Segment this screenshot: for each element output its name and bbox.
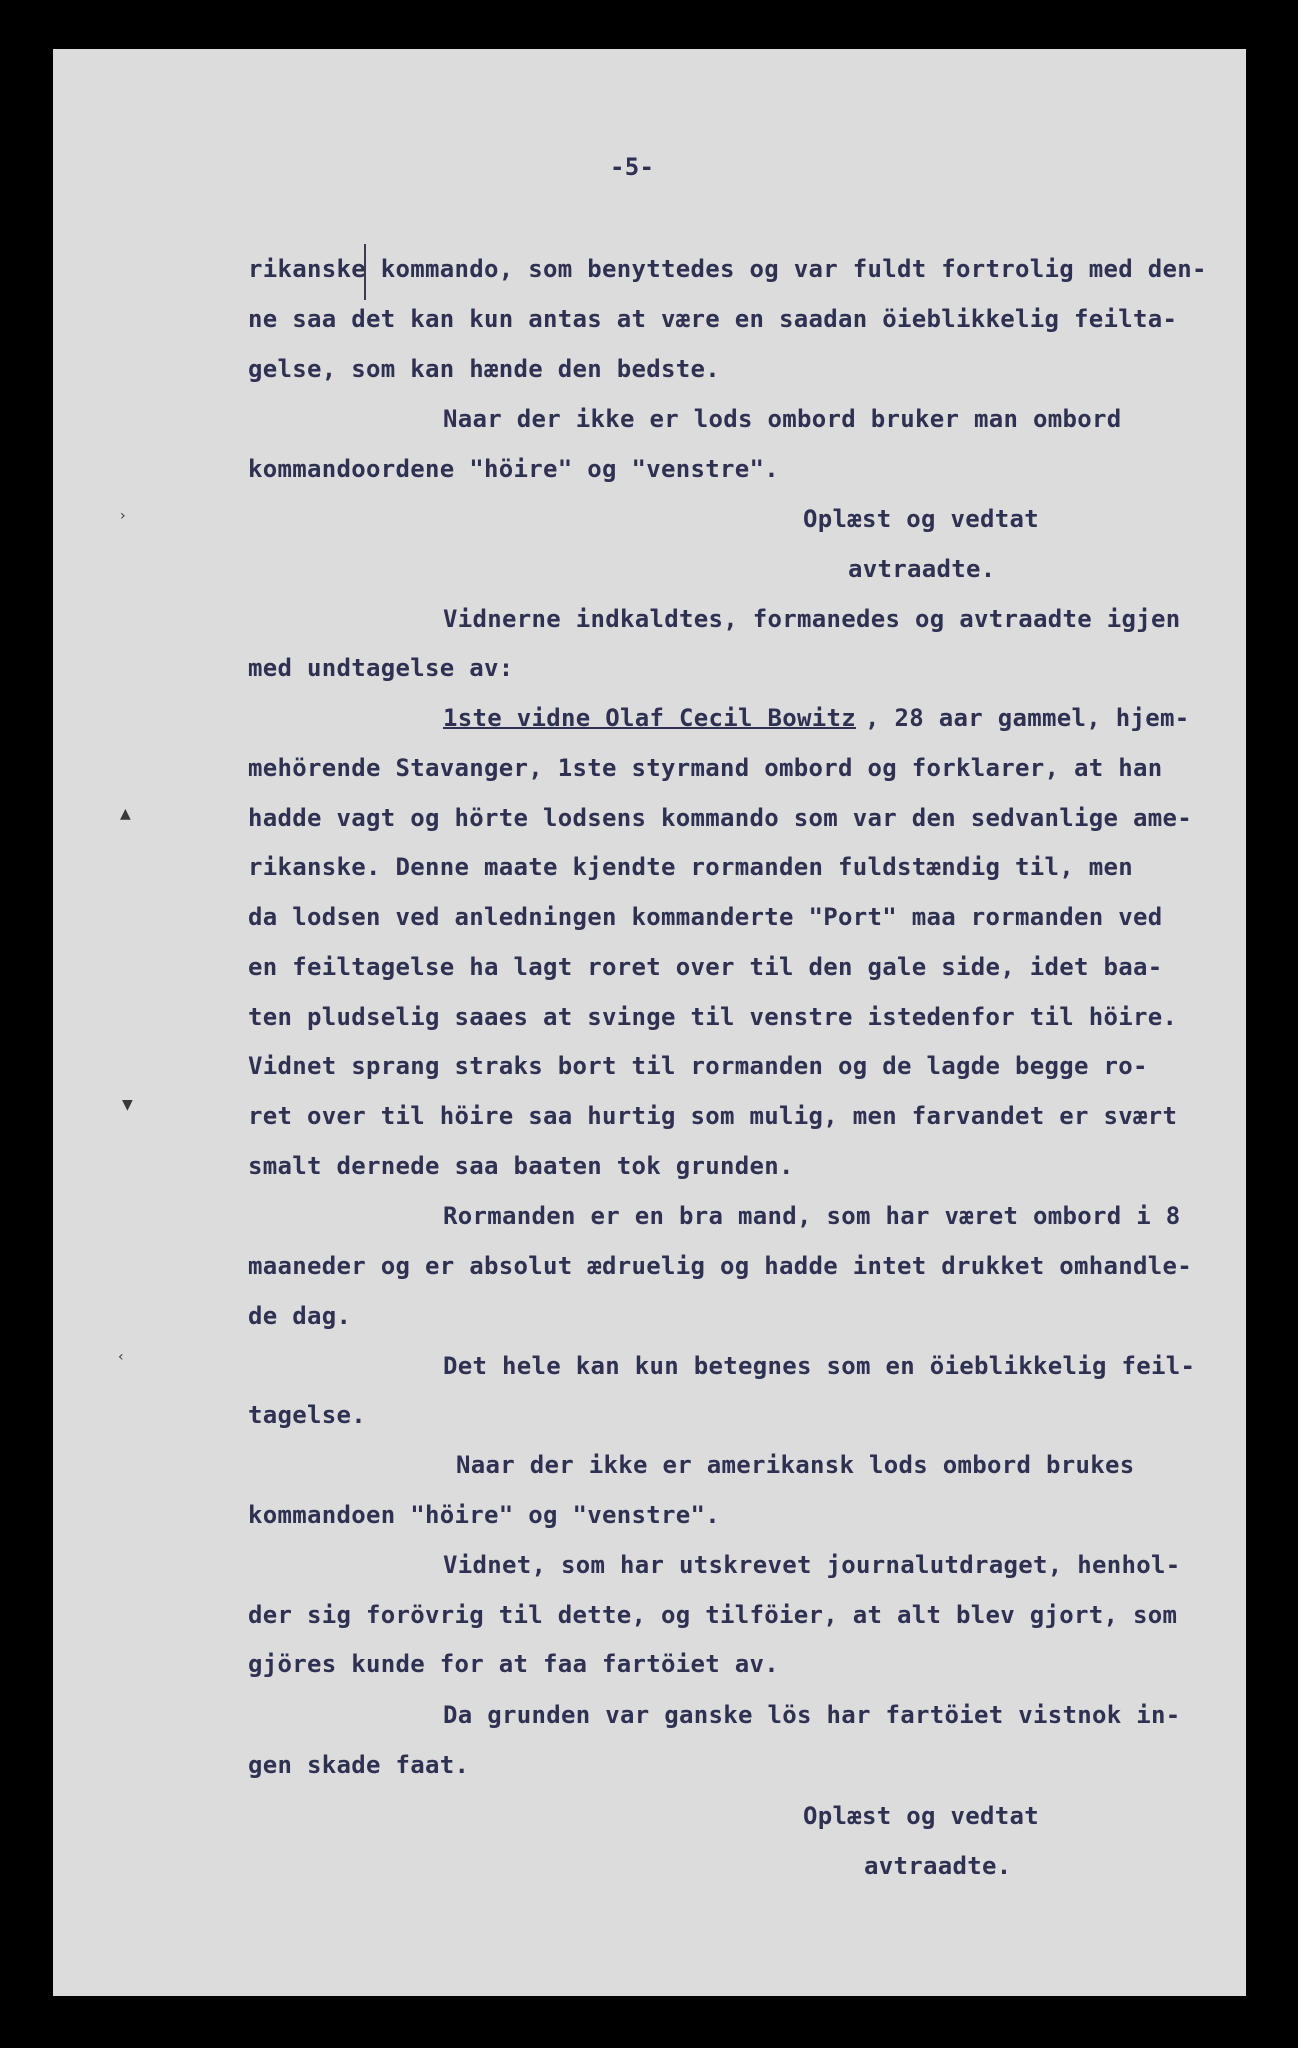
margin-mark-2: ▲ (120, 806, 131, 822)
text-line-8: Vidnerne indkaldtes, formanedes og avtraadte igjen (443, 605, 1181, 633)
text-line-2: ne saa det kan kun antas at være en saadan öieblikkelig feilta- (248, 305, 1178, 333)
text-line-28: der sig forövrig til dette, og tilföier, at alt blev gjort, som (248, 1601, 1178, 1629)
text-line-32: Oplæst og vedtat (803, 1802, 1039, 1830)
text-line-29: gjöres kunde for at faa fartöiet av. (248, 1650, 779, 1678)
page-number: -5- (610, 153, 655, 181)
text-line-6: Oplæst og vedtat (803, 505, 1039, 533)
margin-mark-3: ▼ (122, 1097, 133, 1113)
text-line-25: Naar der ikke er amerikansk lods ombord brukes (456, 1451, 1135, 1479)
text-line-9: med undtagelse av: (248, 654, 514, 682)
text-line-31: gen skade faat. (248, 1751, 470, 1779)
text-line-12: hadde vagt og hörte lodsens kommando som var den sedvanlige ame- (248, 804, 1192, 832)
text-line-14: da lodsen ved anledningen kommanderte "Port" maa rormanden ved (248, 903, 1163, 931)
text-line-3: gelse, som kan hænde den bedste. (248, 355, 720, 383)
text-line-13: rikanske. Denne maate kjendte rormanden fuldstændig til, men (248, 853, 1133, 881)
text-line-5: kommandoordene "höire" og "venstre". (248, 455, 779, 483)
text-line-21: maaneder og er absolut ædruelig og hadde intet drukket omhandle- (248, 1252, 1192, 1280)
text-line-22: de dag. (248, 1302, 352, 1330)
text-line-18: ret over til höire saa hurtig som mulig, men farvandet er svært (248, 1102, 1178, 1130)
margin-mark-4: ‹ (118, 1349, 124, 1365)
text-line-30: Da grunden var ganske lös har fartöiet vistnok in- (443, 1701, 1181, 1729)
text-line-26: kommandoen "höire" og "venstre". (248, 1501, 720, 1529)
text-line-19: smalt dernede saa baaten tok grunden. (248, 1152, 794, 1180)
text-line-27: Vidnet, som har utskrevet journalutdraget, henhol- (443, 1551, 1181, 1579)
text-line-1: rikanske kommando, som benyttedes og var fuldt fortrolig med den- (248, 255, 1207, 283)
text-line-16: ten pludselig saaes at svinge til venstre istedenfor til höire. (248, 1003, 1178, 1031)
text-line-23: Det hele kan kun betegnes som en öieblikkelig feil- (443, 1352, 1196, 1380)
text-line-24: tagelse. (248, 1401, 366, 1429)
text-line-17: Vidnet sprang straks bort til rormanden og de lagde begge ro- (248, 1052, 1148, 1080)
text-line-15: en feiltagelse ha lagt roret over til den gale side, idet baa- (248, 953, 1163, 981)
text-line-33: avtraadte. (864, 1852, 1012, 1880)
text-line-10b: , 28 aar gammel, hjem- (865, 704, 1190, 732)
text-line-20: Rormanden er en bra mand, som har været ombord i 8 (443, 1202, 1181, 1230)
margin-mark-1: › (120, 508, 126, 524)
text-line-4: Naar der ikke er lods ombord bruker man ombord (443, 405, 1122, 433)
witness-name: 1ste vidne Olaf Cecil Bowitz (443, 704, 856, 732)
text-line-7: avtraadte. (848, 555, 996, 583)
text-line-11: mehörende Stavanger, 1ste styrmand ombord og forklarer, at han (248, 754, 1163, 782)
